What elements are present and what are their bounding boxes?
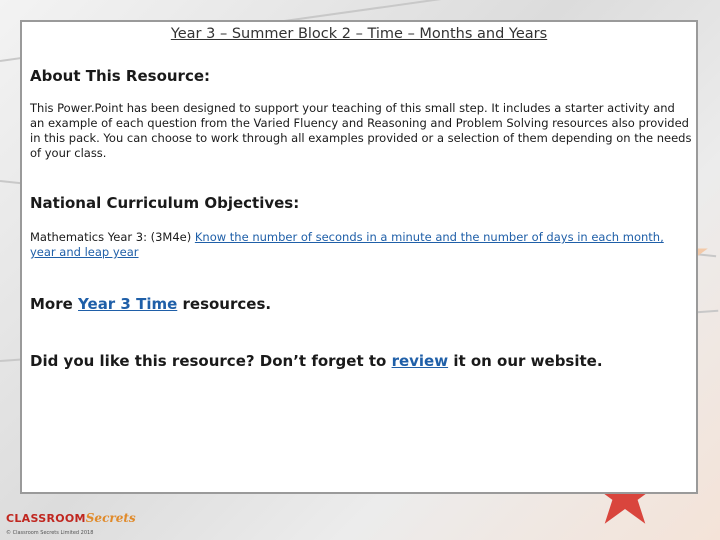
curriculum-objective-link[interactable]: Know the number of seconds in a minute and the number of days in each month, year and leap year [30, 230, 664, 259]
review-suffix: it on our website. [448, 352, 603, 370]
logo-secondary-text: Secrets [85, 511, 136, 525]
page-title: Year 3 – Summer Block 2 – Time – Months and Years [170, 26, 548, 42]
more-suffix: resources. [177, 295, 272, 313]
logo-main-text: CLASSROOM [6, 512, 86, 525]
review-prefix: Did you like this resource? Don’t forget to [30, 352, 392, 370]
about-text: This Power.Point has been designed to support your teaching of this small step. It includes a starter activity and an example of each question from the Varied Fluency and Reasoning and Problem Solving resources also provided in this pack. You can choose to work through all examples provided or a selection of them depending on the needs of your class. [30, 101, 692, 160]
curriculum-objective [30, 230, 692, 260]
about-heading: About This Resource: [30, 67, 211, 85]
review-link[interactable]: review [391, 352, 449, 370]
curriculum-heading: National Curriculum Objectives: [30, 194, 300, 212]
more-resources-line [30, 295, 271, 313]
curriculum-prefix: Mathematics Year 3: (3M4e) [30, 230, 195, 244]
year3-time-link[interactable]: Year 3 Time [78, 295, 178, 313]
review-line [30, 352, 603, 370]
copyright-text: © Classroom Secrets Limited 2018 [6, 530, 94, 536]
more-prefix: More [30, 295, 79, 313]
content-panel [20, 20, 698, 494]
classroom-secrets-logo [6, 507, 136, 526]
